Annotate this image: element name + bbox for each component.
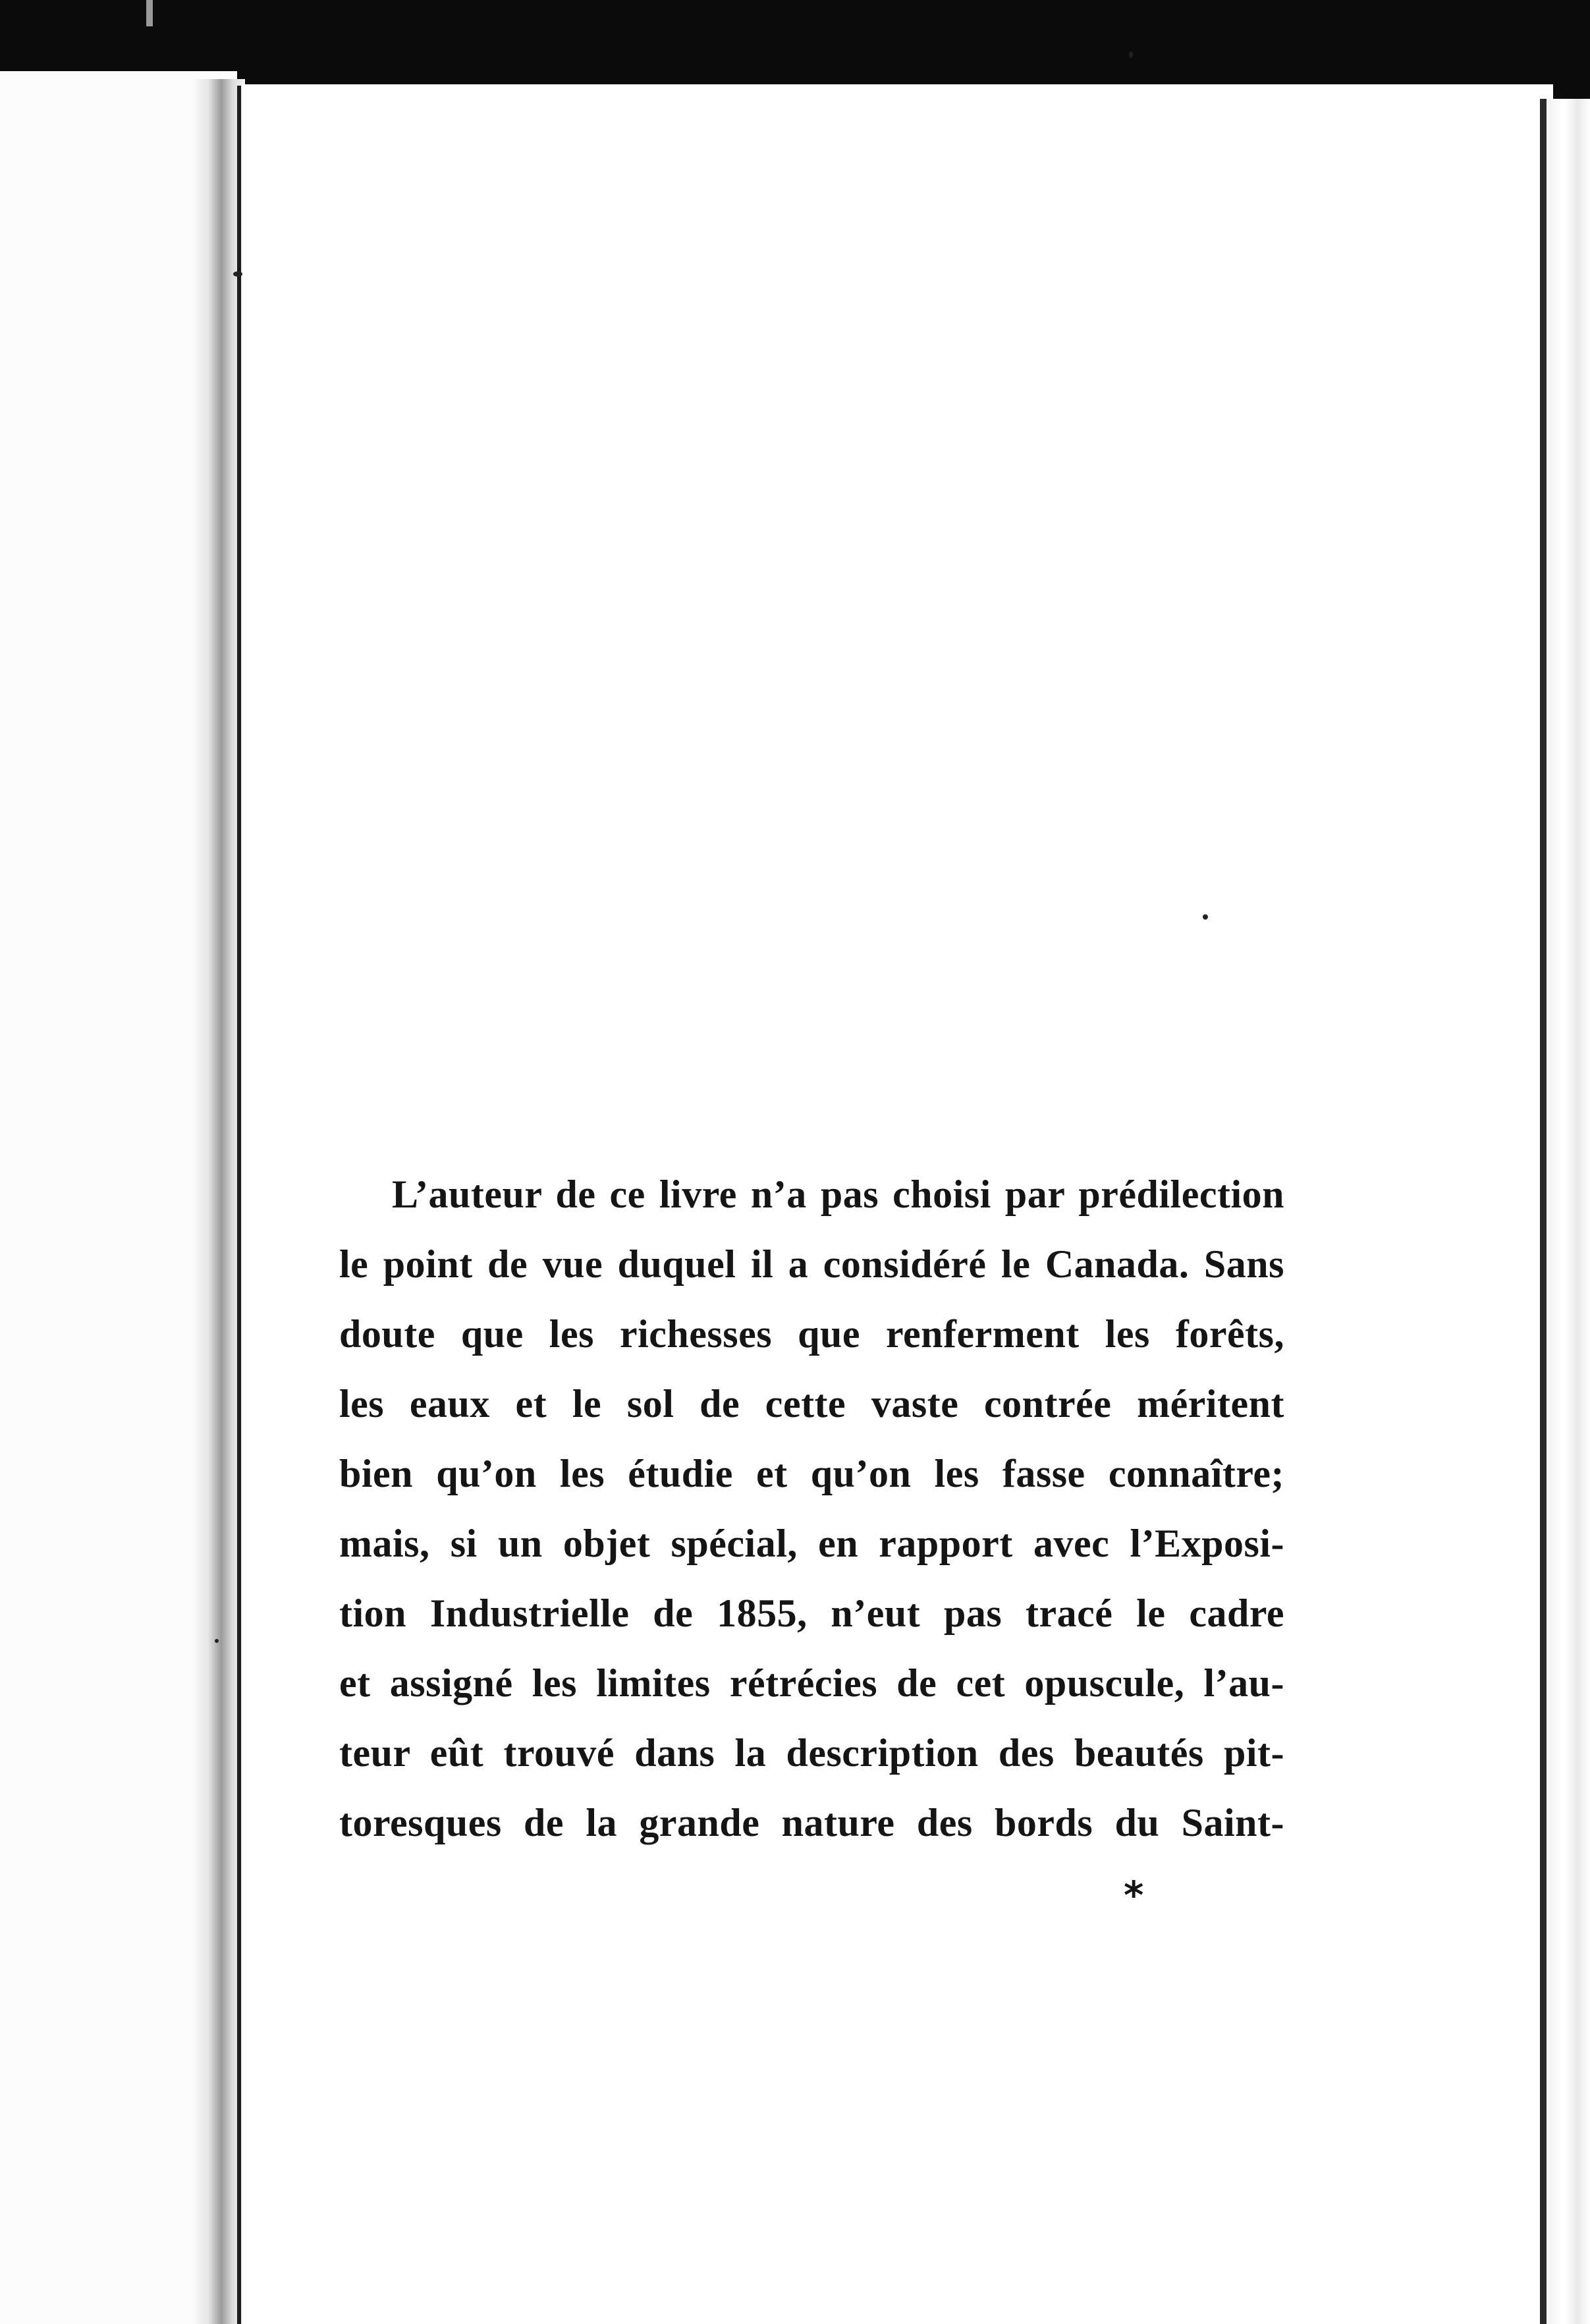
paragraph-line: L’auteur de ce livre n’a pas choisi par prédilection — [392, 1173, 1284, 1216]
paragraph-line: les eaux et le sol de cette vaste contrée méritent — [339, 1382, 1284, 1425]
paragraph-line: toresques de la grande nature des bords du Saint- — [339, 1801, 1284, 1844]
paragraph-line: doute que les richesses que renferment les forêts, — [339, 1312, 1284, 1356]
paragraph-line: tion Industrielle de 1855, n’eut pas tracé le cadre — [339, 1591, 1284, 1635]
paragraph-line: bien qu’on les étudie et qu’on les fasse connaître; — [339, 1452, 1284, 1495]
page-edges — [1548, 99, 1590, 2324]
page-edge-line — [1540, 99, 1547, 2324]
dust-speck — [1129, 51, 1133, 58]
dust-speck — [1203, 914, 1208, 920]
dust-speck — [233, 271, 242, 277]
paragraph-line: le point de vue duquel il a considéré le Canada. Sans — [339, 1242, 1284, 1286]
paragraph-line: mais, si un objet spécial, en rapport avec l’Exposi- — [339, 1522, 1284, 1565]
paragraph-line: et assigné les limites rétrécies de cet opuscule, l’au- — [339, 1661, 1284, 1705]
paragraph-line: teur eût trouvé dans la description des beautés pit- — [339, 1731, 1284, 1775]
body-paragraph — [339, 1159, 1284, 1858]
dust-speck — [215, 1639, 219, 1643]
gutter-shadow-line — [237, 86, 241, 2324]
scan-edge-mark — [146, 0, 153, 26]
signature-mark: * — [1124, 1873, 1144, 1918]
